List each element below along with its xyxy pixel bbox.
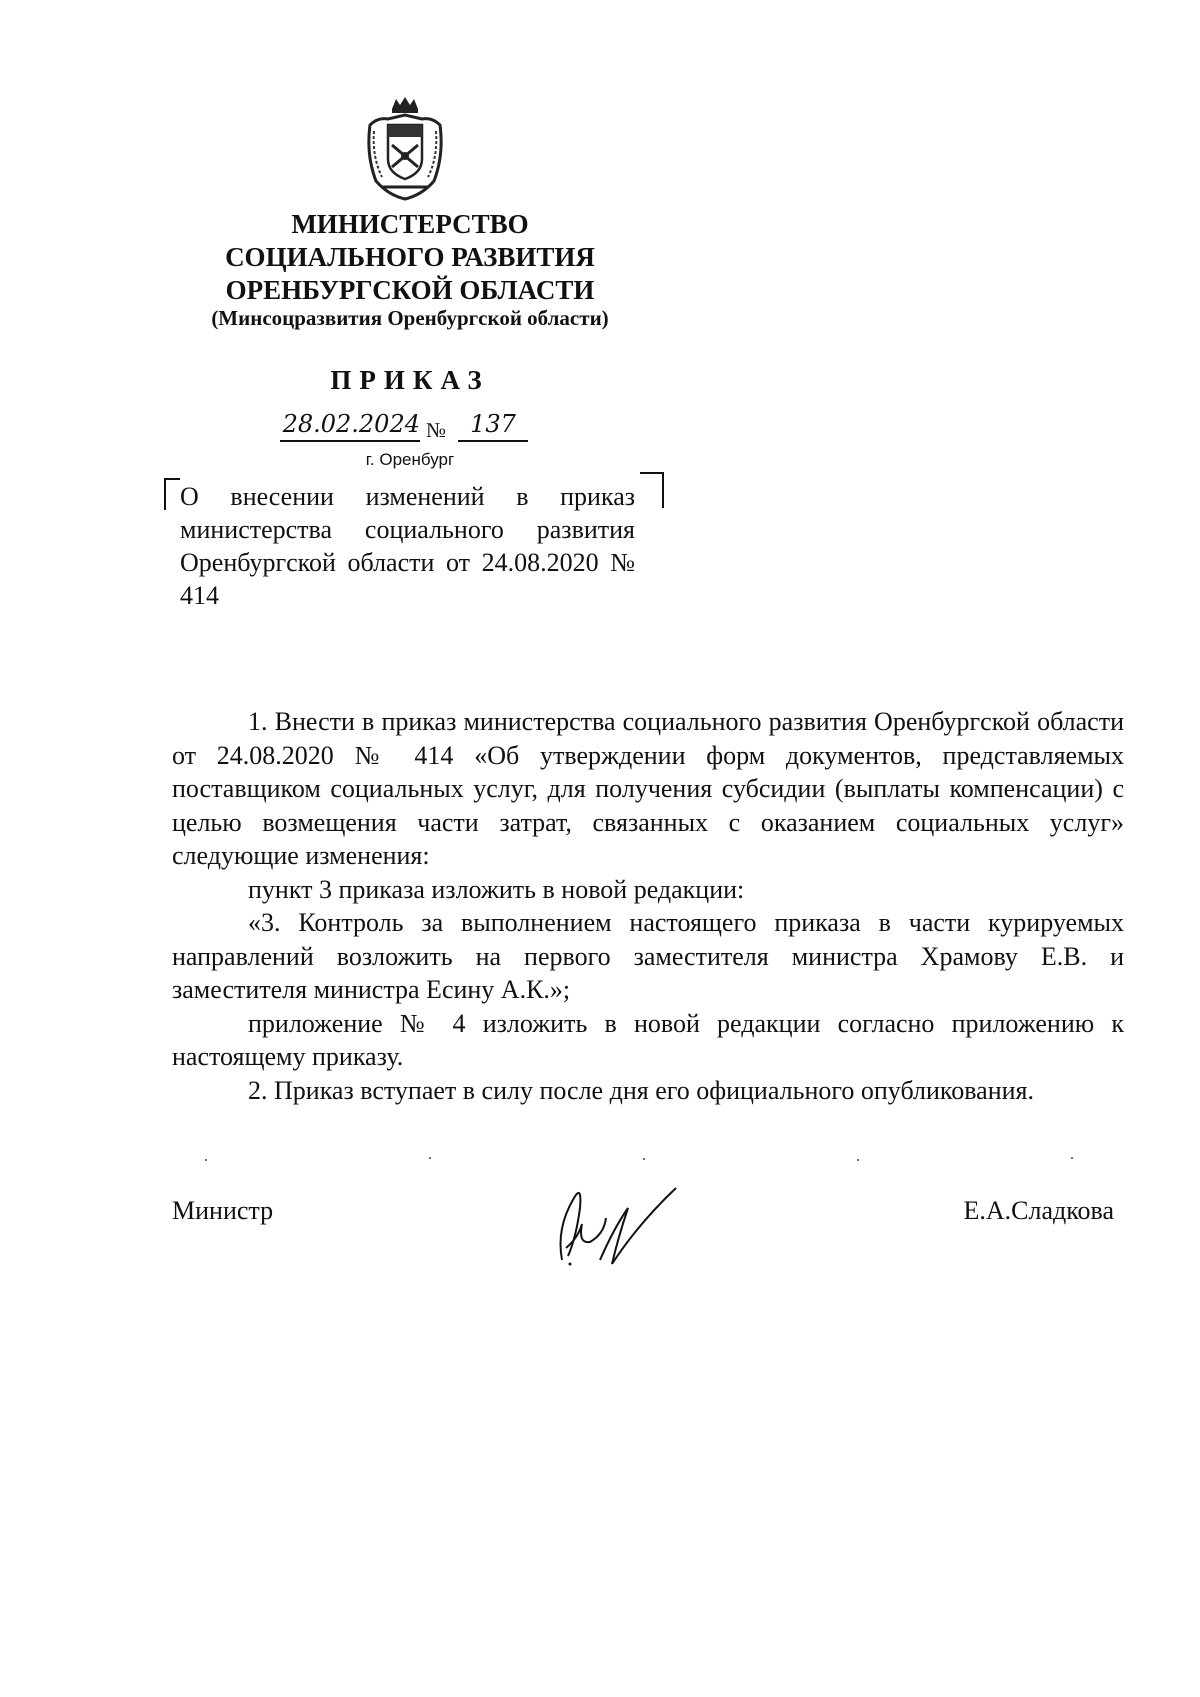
order-title: ПРИКАЗ (330, 365, 490, 395)
order-subject: О внесении изменений в приказ министерства социального развития Оренбургской области от 24.08.2020 № 414 (180, 482, 635, 610)
paragraph-3: «3. Контроль за выполнением настоящего приказа в части курируемых направлений возложить на первого заместителя министра Храмову Е.В. и заместителя министра Есину А.К.»; (172, 908, 1124, 1004)
subject-bracket-right (640, 472, 664, 508)
order-date: 28.02.2024 (280, 410, 420, 442)
handwritten-signature-icon (548, 1168, 688, 1268)
scan-dots (205, 1157, 1085, 1163)
paragraph-2: пункт 3 приказа изложить в новой редакции: (248, 874, 745, 904)
coat-of-arms-icon (362, 95, 448, 201)
ministry-name (170, 208, 650, 307)
paragraph-4: приложение № 4 изложить в новой редакции согласно приложению к настоящему приказу. (172, 1008, 1124, 1071)
subject-bracket-left (164, 478, 180, 510)
order-body (172, 705, 1124, 1107)
ministry-line-3: ОРЕНБУРГСКОЙ ОБЛАСТИ (225, 275, 595, 305)
order-number-sign: № (426, 418, 447, 442)
signatory-position: Министр (172, 1196, 274, 1225)
paragraph-1: 1. Внести в приказ министерства социального развития Оренбургской области от 24.08.2020 № 414 «Об утверждении форм документов, представляемых поставщиком социальных услуг, для получения субсидии (выплаты компенсации) с целью возмещения части затрат, связанных с оказанием социальных услуг» следующие изменения: (172, 707, 1124, 870)
ministry-line-2: СОЦИАЛЬНОГО РАЗВИТИЯ (225, 242, 595, 272)
ministry-short-name: (Минсоцразвития Оренбургской области) (211, 306, 609, 330)
order-number: 137 (458, 410, 528, 442)
ministry-line-1: МИНИСТЕРСТВО (291, 209, 529, 239)
order-city: г. Оренбург (365, 450, 455, 469)
paragraph-5: 2. Приказ вступает в силу после дня его официального опубликования. (248, 1075, 1034, 1105)
signatory-name: Е.А.Сладкова (963, 1196, 1114, 1225)
